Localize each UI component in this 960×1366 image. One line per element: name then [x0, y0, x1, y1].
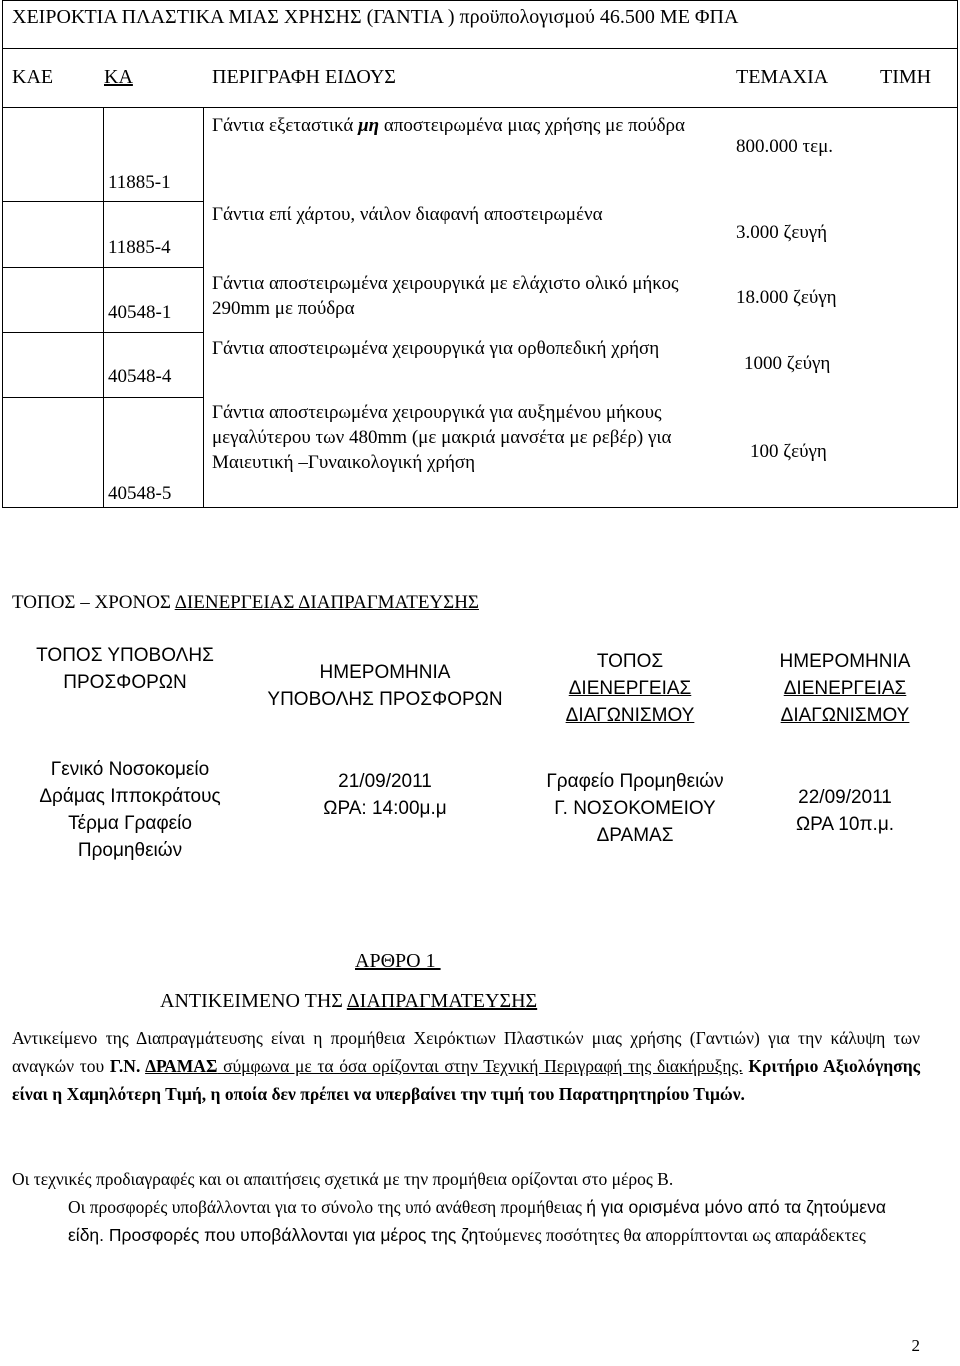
specs-paragraph: Οι τεχνικές προδιαγραφές και οι απαιτήσεις σχετικά με την προμήθεια ορίζονται στο μέρος Β.: [12, 1169, 674, 1189]
proc-header-location: [20, 642, 230, 696]
proc-header-line: ΔΙΑΓΩΝΙΣΜΟΥ: [780, 705, 910, 726]
item-description: Γάντια αποστειρωμένα χειρουργικά με ελάχιστο ολικό μήκος 290mm με πούδρα: [212, 273, 679, 319]
proc-header-line: ΔΙΕΝΕΡΓΕΙΑΣ: [783, 678, 907, 699]
section-heading: [12, 592, 479, 614]
proc-value-line: Δράμας Ιπποκράτους: [39, 786, 221, 807]
item-description-emphasis: μη: [358, 115, 380, 136]
paragraph-text: ή για ορισμένα μόνο από τα ζητούμενα είδη. Προσφορές που υποβάλλονται για μέρος της ζητ: [68, 1197, 886, 1245]
item-code: 11885-1: [108, 172, 171, 193]
item-description: [212, 113, 732, 138]
paragraph-text: Οι προσφορές υποβάλλονται για το σύνολο της υπό ανάθεση προμήθειας: [68, 1197, 587, 1217]
proc-header-line: ΥΠΟΒΟΛΗΣ ΠΡΟΣΦΟΡΩΝ: [267, 689, 503, 710]
table-rule: [103, 107, 104, 507]
header-price: ΤΙΜΗ: [880, 66, 932, 88]
item-quantity: 18.000 ζεύγη: [736, 287, 837, 308]
item-code: 40548-1: [108, 302, 172, 323]
section-heading-underlined: ΔΙΕΝΕΡΓΕΙΑΣ ΔΙΑΠΡΑΓΜΑΤΕΥΣΗΣ: [174, 592, 479, 613]
paragraph-bold: Κριτήριο Αξιολόγησης είναι η Χαμηλότερη Τιμή, η οποία δεν πρέπει να υπερβαίνει την τιμή του Παρατηρητηρίου Τιμών.: [12, 1056, 921, 1104]
item-description: Γάντια αποστειρωμένα χειρουργικά για αυξημένου μήκους μεγαλύτερου των 480mm (με μακριά μανσέτα με ρεβέρ) για Μαιευτική –Γυναικολογική χρήση: [212, 402, 672, 473]
paragraph-bold: Γ.Ν.: [109, 1056, 146, 1076]
article-title-text: ΑΝΤΙΚΕΙΜΕΝΟ ΤΗΣ: [160, 990, 347, 1012]
item-quantity: 3.000 ζευγή: [736, 222, 828, 243]
proc-value-line: Γ. ΝΟΣΟΚΟΜΕΙΟΥ: [554, 798, 716, 819]
proc-value-date: [730, 784, 960, 838]
item-code: 40548-5: [108, 483, 172, 504]
header-description: ΠΕΡΙΓΡΑΦΗ ΕΙΔΟΥΣ: [212, 66, 396, 88]
proc-value-venue: [520, 768, 750, 849]
item-description-text: Γάντια εξεταστικά: [212, 115, 359, 136]
item-code: 11885-4: [108, 237, 171, 258]
proc-header-line: ΤΟΠΟΣ: [596, 651, 664, 672]
item-quantity: 1000 ζεύγη: [744, 353, 831, 374]
proc-value-line: Προμηθειών: [77, 840, 183, 861]
proc-header-line: ΠΡΟΣΦΟΡΩΝ: [63, 672, 187, 693]
article-number: ΑΡΘΡΟ 1: [355, 950, 441, 972]
item-code: 40548-4: [108, 366, 172, 387]
article-title: [160, 990, 537, 1013]
table-rule: [3, 48, 957, 49]
header-pieces: ΤΕΜΑΧΙΑ: [736, 66, 829, 88]
proc-header-venue: [525, 648, 735, 729]
proc-header-line: ΗΜΕΡΟΜΗΝΙΑ: [779, 651, 911, 672]
table-rule: [3, 107, 957, 108]
item-description: Γάντια αποστειρωμένα χειρουργικά για ορθοπεδική χρήση: [212, 338, 660, 359]
proc-header-line: ΔΙΕΝΕΡΓΕΙΑΣ: [568, 678, 692, 699]
paragraph-text: Αντικείμενο της Διαπραγμάτευσης είναι η προμήθεια Χειρόκτιων Πλαστικών μιας χρήσης (Γαντιών) για την κάλυψη των αναγκών του: [12, 1028, 920, 1076]
item-description-text: αποστειρωμένα μιας χρήσης με πούδρα: [379, 115, 685, 136]
paragraph-text: ούμενες ποσότητες θα απορρίπτονται ως απαράδεκτες: [485, 1225, 866, 1245]
table-rule: [203, 107, 204, 507]
item-quantity: 800.000 τεμ.: [736, 136, 834, 157]
proc-header-line: ΤΟΠΟΣ ΥΠΟΒΟΛΗΣ: [36, 645, 214, 666]
proc-value-line: Τέρμα Γραφείο: [68, 813, 192, 834]
article-paragraph: [12, 1024, 920, 1108]
proc-value-location: [20, 756, 240, 864]
section-heading-text: ΤΟΠΟΣ – ΧΡΟΝΟΣ: [12, 592, 175, 613]
header-ka: ΚΑ: [104, 66, 133, 88]
item-quantity: 100 ζεύγη: [750, 441, 827, 462]
proc-value-line: 21/09/2011: [338, 771, 432, 792]
proc-value-line: ΩΡΑ: 14:00μ.μ: [323, 798, 447, 819]
paragraph-bold-underlined: ΔΡΑΜΑΣ: [145, 1056, 218, 1076]
proc-value-line: Γενικό Νοσοκομείο: [50, 759, 210, 780]
proc-value-line: ΔΡΑΜΑΣ: [596, 825, 674, 846]
document-title: ΧΕΙΡΟΚΤΙΑ ΠΛΑΣΤΙΚΑ ΜΙΑΣ ΧΡΗΣΗΣ (ΓΑΝΤΙΑ ) προϋπολογισμού 46.500 ΜΕ ΦΠΑ: [12, 6, 739, 28]
proc-value-line: ΩΡΑ 10π.μ.: [795, 814, 895, 835]
article-title-underlined: ΔΙΑΠΡΑΓΜΑΤΕΥΣΗΣ: [346, 990, 538, 1012]
proc-value-submit-date: [270, 768, 500, 822]
item-description: Γάντια επί χάρτου, νάιλον διαφανή αποστειρωμένα: [212, 204, 603, 225]
proc-value-line: 22/09/2011: [798, 787, 892, 808]
proc-header-date: [730, 648, 960, 729]
proc-value-line: Γραφείο Προμηθειών: [546, 771, 724, 792]
header-kae: ΚΑΕ: [12, 66, 54, 88]
offers-paragraph: [68, 1193, 920, 1249]
proc-header-submit-date: [250, 659, 520, 713]
proc-header-line: ΔΙΑΓΩΝΙΣΜΟΥ: [565, 705, 695, 726]
page-number: 2: [911, 1336, 920, 1355]
paragraph-underlined: σύμφωνα με τα όσα ορίζονται στην Τεχνική Περιγραφή της διακήρυξης.: [217, 1056, 743, 1076]
proc-header-line: ΗΜΕΡΟΜΗΝΙΑ: [319, 662, 451, 683]
